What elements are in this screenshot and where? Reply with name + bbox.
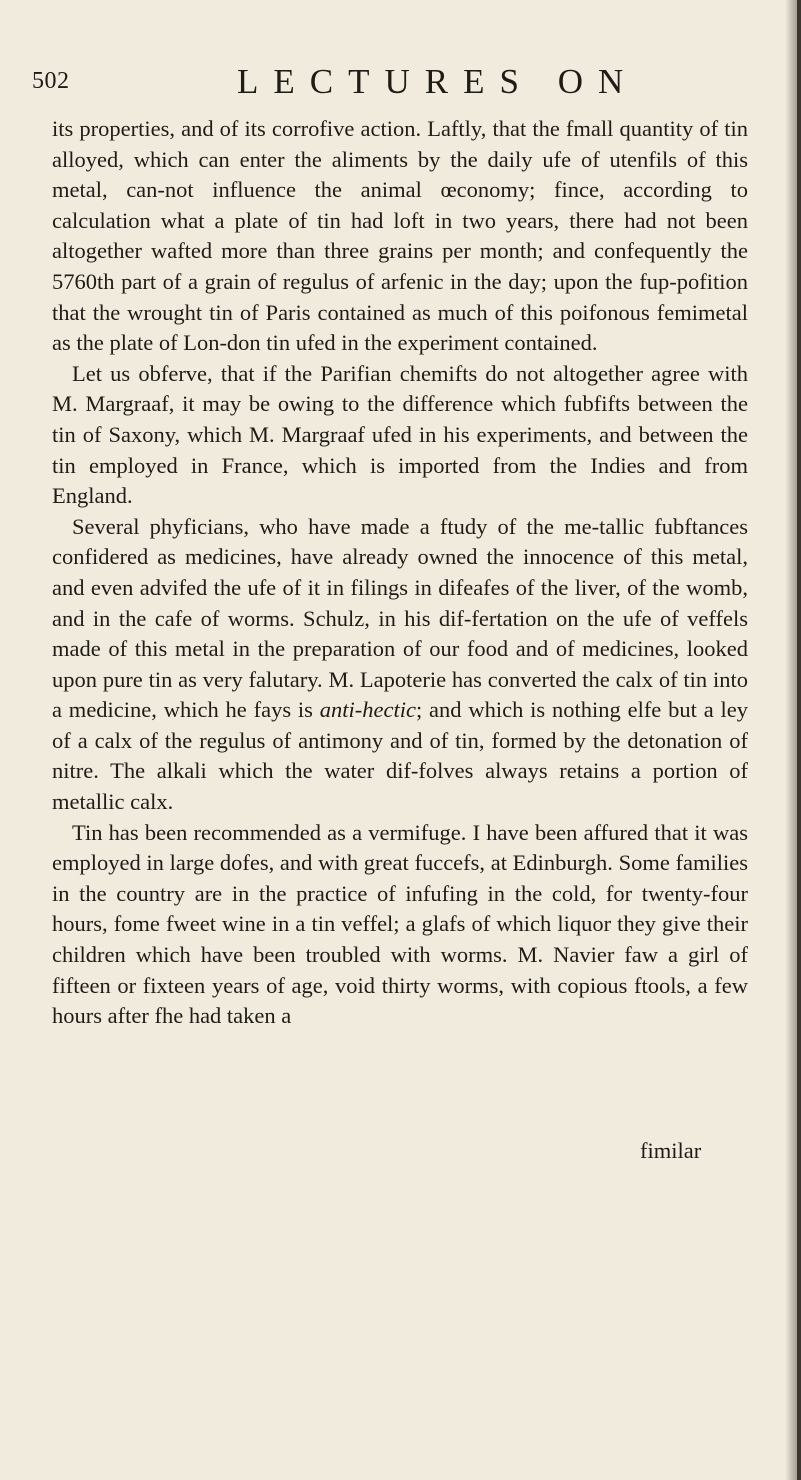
page-number: 502 — [32, 68, 70, 94]
page-header — [32, 62, 752, 102]
body-text — [52, 114, 748, 1032]
running-title: LECTURES ON — [237, 62, 639, 101]
paragraph-3-part-2: ; and which is nothing elfe but a ley of a calx of the regulus of antimony and of tin, formed by the detonation of nitre. The alkali which the water dif-folves always retains a portion of metallic calx. — [52, 697, 748, 815]
catchword: fimilar — [640, 1138, 702, 1163]
italic-term: anti-hectic — [319, 697, 416, 723]
paragraph-4: Tin has been recommended as a vermifuge. I have been affured that it was employed in large dofes, and with great fuccefs, at Edinburgh. Some families in the country are in the practice of infufing in the cold, for twenty-four hours, fome fweet wine in a tin veffel; a glafs of which liquor they give their children which have been troubled with worms. M. Navier faw a girl of fifteen or fixteen years of age, void thirty worms, with copious ftools, a few hours after fhe had taken a — [52, 819, 748, 1029]
paragraph-3 — [52, 512, 748, 818]
paragraph-3-part-1: Several phyficians, who have made a ftudy of the me-tallic fubftances confidered as medicines, have already owned the innocence of this metal, and even advifed the ufe of it in filings in difeafes of the liver, of the womb, and in the cafe of worms. Schulz, in his dif-fertation on the ufe of veffels made of this metal in the preparation of our food and of medicines, looked upon pure tin as very falutary. M. Lapoterie has converted the calx of tin into a medicine, which he fays is — [52, 513, 748, 723]
page-edge — [797, 0, 801, 1480]
paragraph-1: its properties, and of its corrofive action. Laftly, that the fmall quantity of tin alloyed, which can enter the aliments by the daily ufe of utenfils of this metal, can-not influence the animal œconomy; fince, according to calculation what a plate of tin had loft in two years, there had not been altogether wafted more than three grains per month; and confequently the 5760th part of a grain of regulus of arfenic in the day; upon the fup-pofition that the wrought tin of Paris contained as much of this poifonous femimetal as the plate of Lon-don tin ufed in the experiment contained. — [52, 116, 748, 356]
paragraph-2: Let us obferve, that if the Parifian chemifts do not altogether agree with M. Margraaf, it may be owing to the difference which fubfifts between the tin of Saxony, which M. Margraaf ufed in his experiments, and between the tin employed in France, which is imported from the Indies and from England. — [52, 360, 748, 509]
